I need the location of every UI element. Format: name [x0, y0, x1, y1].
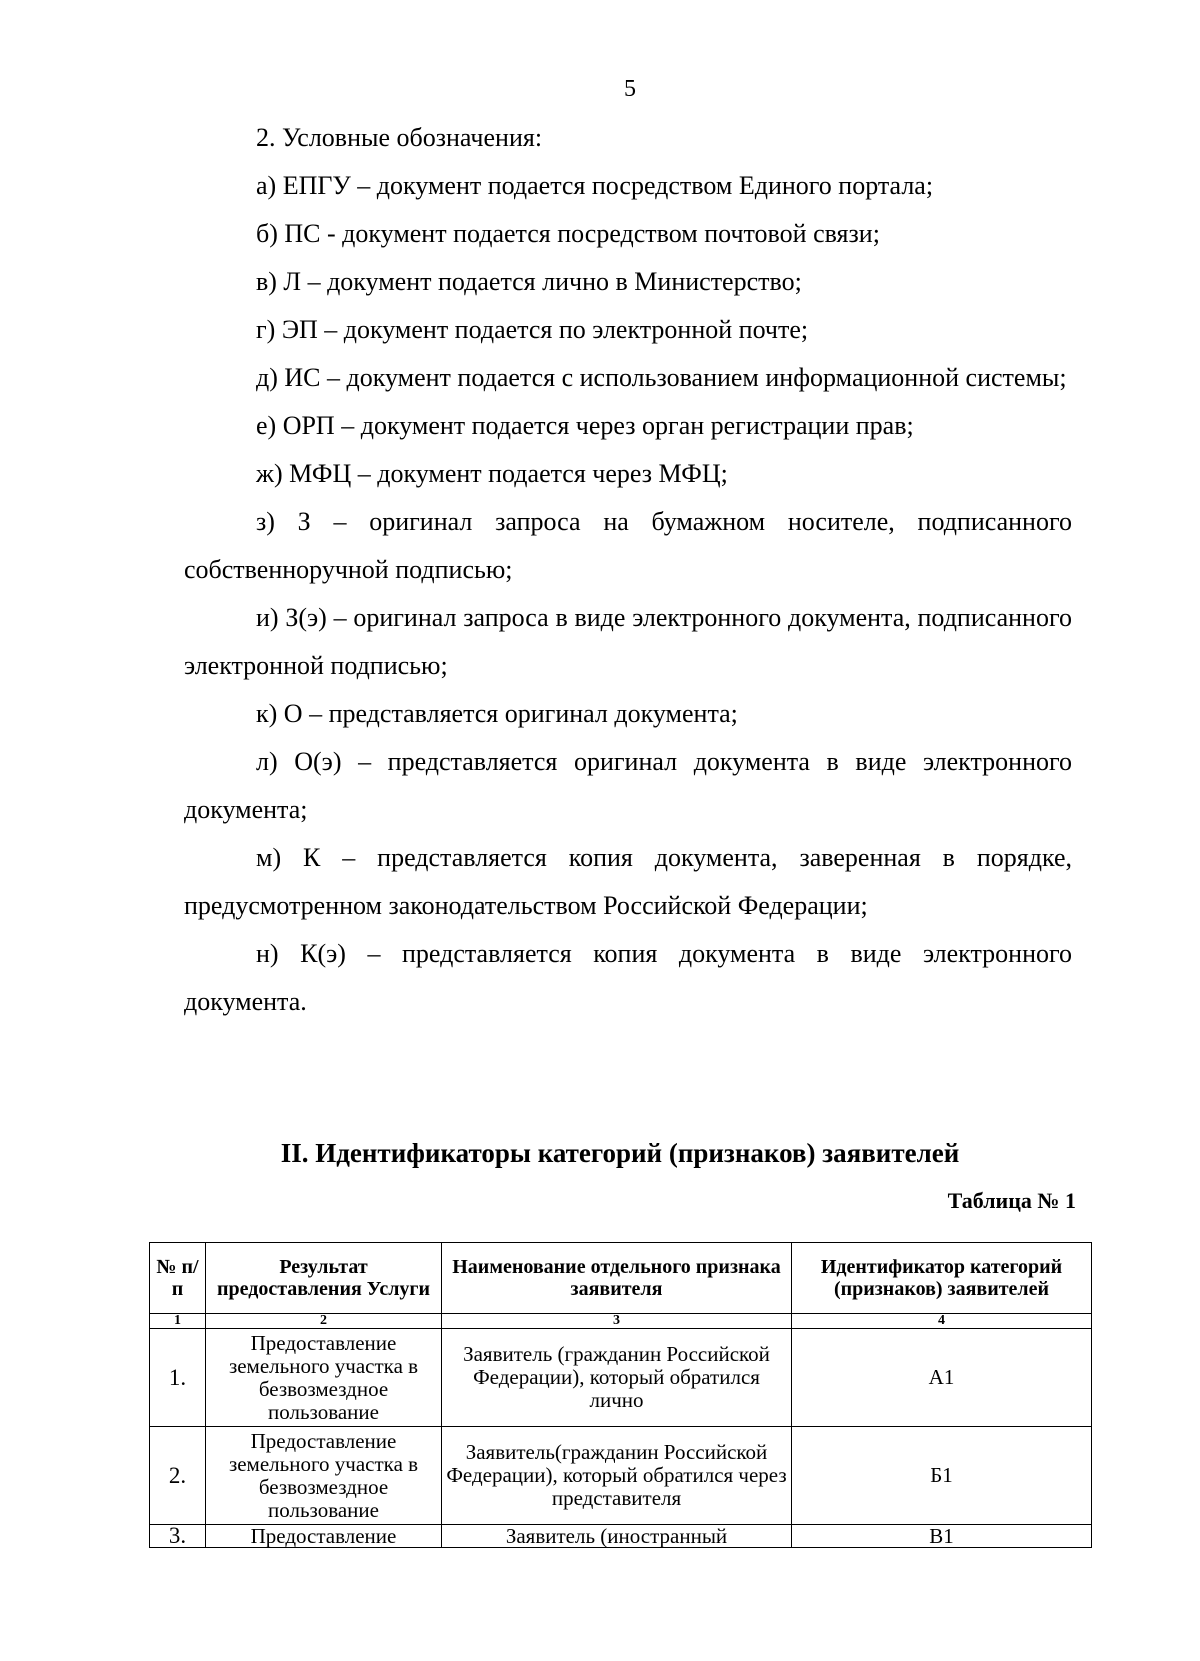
legend-item: в) Л – документ подается лично в Министерство;: [256, 267, 802, 296]
column-number: 2: [206, 1314, 442, 1329]
legend-item: н) К(э) – представляется копия документа в виде электронного документа.: [184, 939, 1072, 1016]
header-feature: Наименование отдельного признака заявителя: [442, 1243, 792, 1314]
page-number: 5: [624, 76, 636, 102]
table-row: [150, 1525, 1092, 1548]
table-label: Таблица № 1: [947, 1188, 1076, 1213]
identifiers-table: [149, 1242, 1092, 1548]
header-identifier: Идентификатор категорий (признаков) заявителей: [792, 1243, 1092, 1314]
row-identifier: Б1: [792, 1427, 1092, 1525]
row-feature: Заявитель (гражданин Российской Федерации), который обратился лично: [442, 1329, 792, 1427]
row-feature: Заявитель(гражданин Российской Федерации), который обратился через представителя: [442, 1427, 792, 1525]
header-result: Результат предоставления Услуги: [206, 1243, 442, 1314]
row-feature: Заявитель (иностранный: [442, 1525, 792, 1548]
legend-item: л) О(э) – представляется оригинал документа в виде электронного документа;: [184, 747, 1072, 824]
legend-item: м) К – представляется копия документа, заверенная в порядке, предусмотренном законодательством Российской Федерации;: [184, 843, 1072, 920]
legend-item: и) З(э) – оригинал запроса в виде электронного документа, подписанного электронной подписью;: [184, 603, 1072, 680]
row-identifier: А1: [792, 1329, 1092, 1427]
row-result: Предоставление земельного участка в безвозмездное пользование: [206, 1427, 442, 1525]
legend-item: к) О – представляется оригинал документа;: [256, 699, 738, 728]
header-number: № п/п: [150, 1243, 206, 1314]
column-number: 1: [150, 1314, 206, 1329]
legend-item: а) ЕПГУ – документ подается посредством Единого портала;: [256, 171, 934, 200]
table-header-row: [150, 1243, 1092, 1314]
row-number: 3.: [150, 1525, 206, 1548]
legend-item: г) ЭП – документ подается по электронной почте;: [256, 315, 809, 344]
row-number: 2.: [150, 1427, 206, 1525]
column-number: 3: [442, 1314, 792, 1329]
table-row: [150, 1427, 1092, 1525]
legend-item: ж) МФЦ – документ подается через МФЦ;: [256, 459, 728, 488]
legend-item: д) ИС – документ подается с использованием информационной системы;: [256, 363, 1067, 392]
row-result: Предоставление земельного участка в безвозмездное пользование: [206, 1329, 442, 1427]
row-number: 1.: [150, 1329, 206, 1427]
column-number: 4: [792, 1314, 1092, 1329]
legend-heading: 2. Условные обозначения:: [256, 123, 543, 152]
legend-item: з) З – оригинал запроса на бумажном носителе, подписанного собственноручной подписью;: [184, 507, 1072, 584]
row-result: Предоставление: [206, 1525, 442, 1548]
section-title: II. Идентификаторы категорий (признаков) заявителей: [280, 1138, 960, 1168]
legend-list: [184, 114, 1072, 1026]
row-identifier: В1: [792, 1525, 1092, 1548]
table-row: [150, 1329, 1092, 1427]
column-number-row: [150, 1314, 1092, 1329]
legend-item: е) ОРП – документ подается через орган регистрации прав;: [256, 411, 914, 440]
legend-item: б) ПС - документ подается посредством почтовой связи;: [256, 219, 880, 248]
